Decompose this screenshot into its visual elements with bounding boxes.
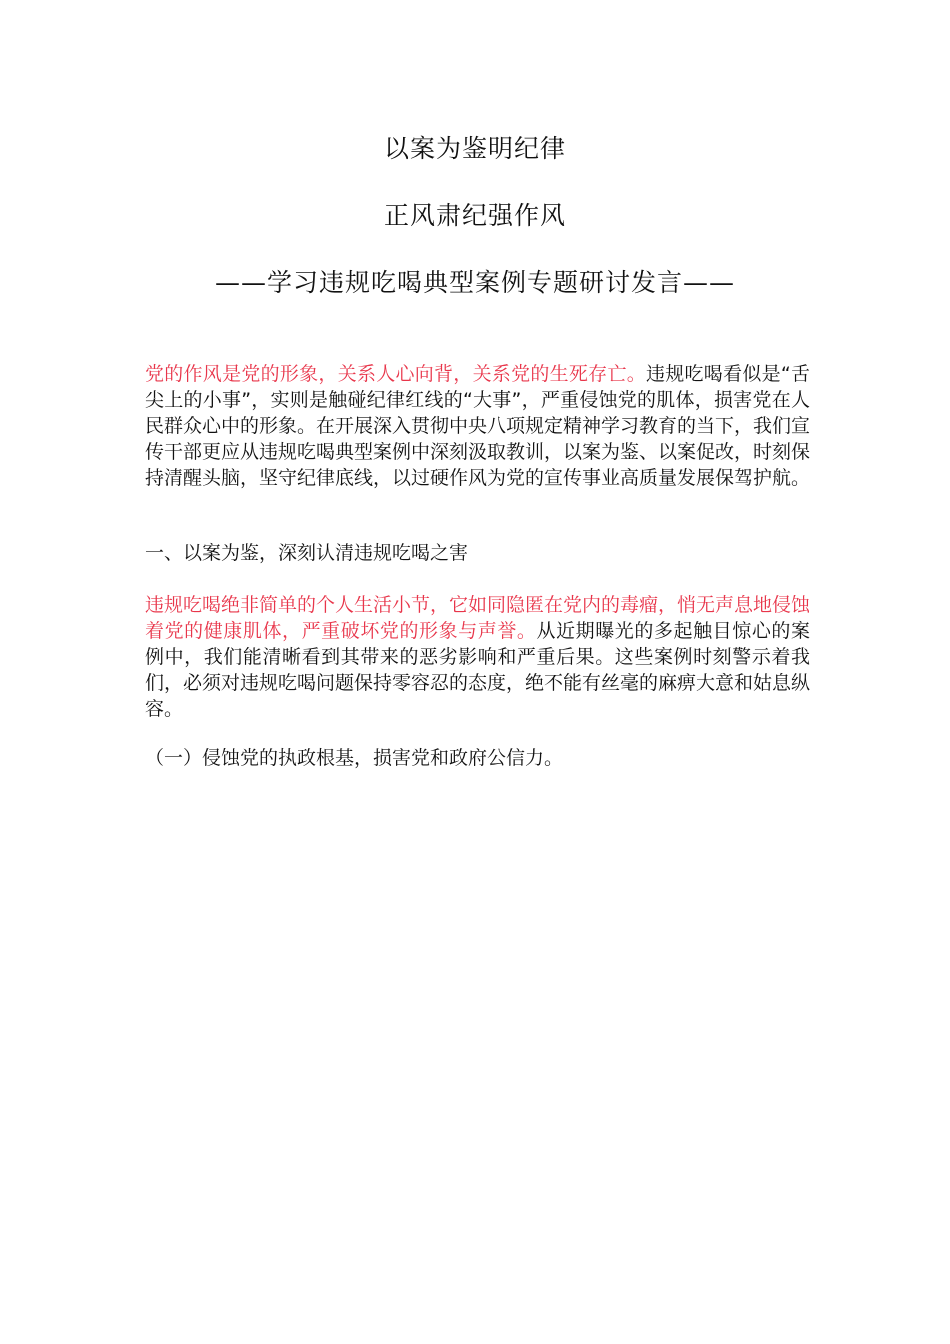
section-1-paragraph [145,592,810,722]
section-1-highlight: 违规吃喝绝非简单的个人生活小节，它如同隐匿在党内的毒瘤，悄无声息地侵蚀着党的健康肌体，严重破坏党的形象与声誉。 [145,594,811,642]
section-1-body: 从近期曝光的多起触目惊心的案例中，我们能清晰看到其带来的恶劣影响和严重后果。这些案例时刻警示着我们，必须对违规吃喝问题保持零容忍的态度，绝不能有丝毫的麻痹大意和姑息纵容。 [145,620,811,720]
title-line-2: 正风肃纪强作风 [383,201,566,230]
intro-paragraph [145,361,810,491]
intro-body: 违规吃喝看似是“舌尖上的小事”，实则是触碰纪律红线的“大事”，严重侵蚀党的肌体，损害党在人民群众心中的形象。在开展深入贯彻中央八项规定精神学习教育的当下，我们宣传干部更应从违规吃喝典型案例中深刻汲取教训，以案为鉴、以案促改，时刻保持清醒头脑，坚守纪律底线，以过硬作风为党的宣传事业高质量发展保驾护航。 [145,363,811,489]
section-1-heading: 一、以案为鉴，深刻认清违规吃喝之害 [145,542,469,564]
subsection-1-heading: （一）侵蚀党的执政根基，损害党和政府公信力。 [145,747,564,769]
intro-highlight: 党的作风是党的形象，关系人心向背，关系党的生死存亡。 [145,363,646,385]
title-line-1: 以案为鉴明纪律 [383,134,566,163]
subtitle: ——学习违规吃喝典型案例专题研讨发言—— [214,268,735,297]
